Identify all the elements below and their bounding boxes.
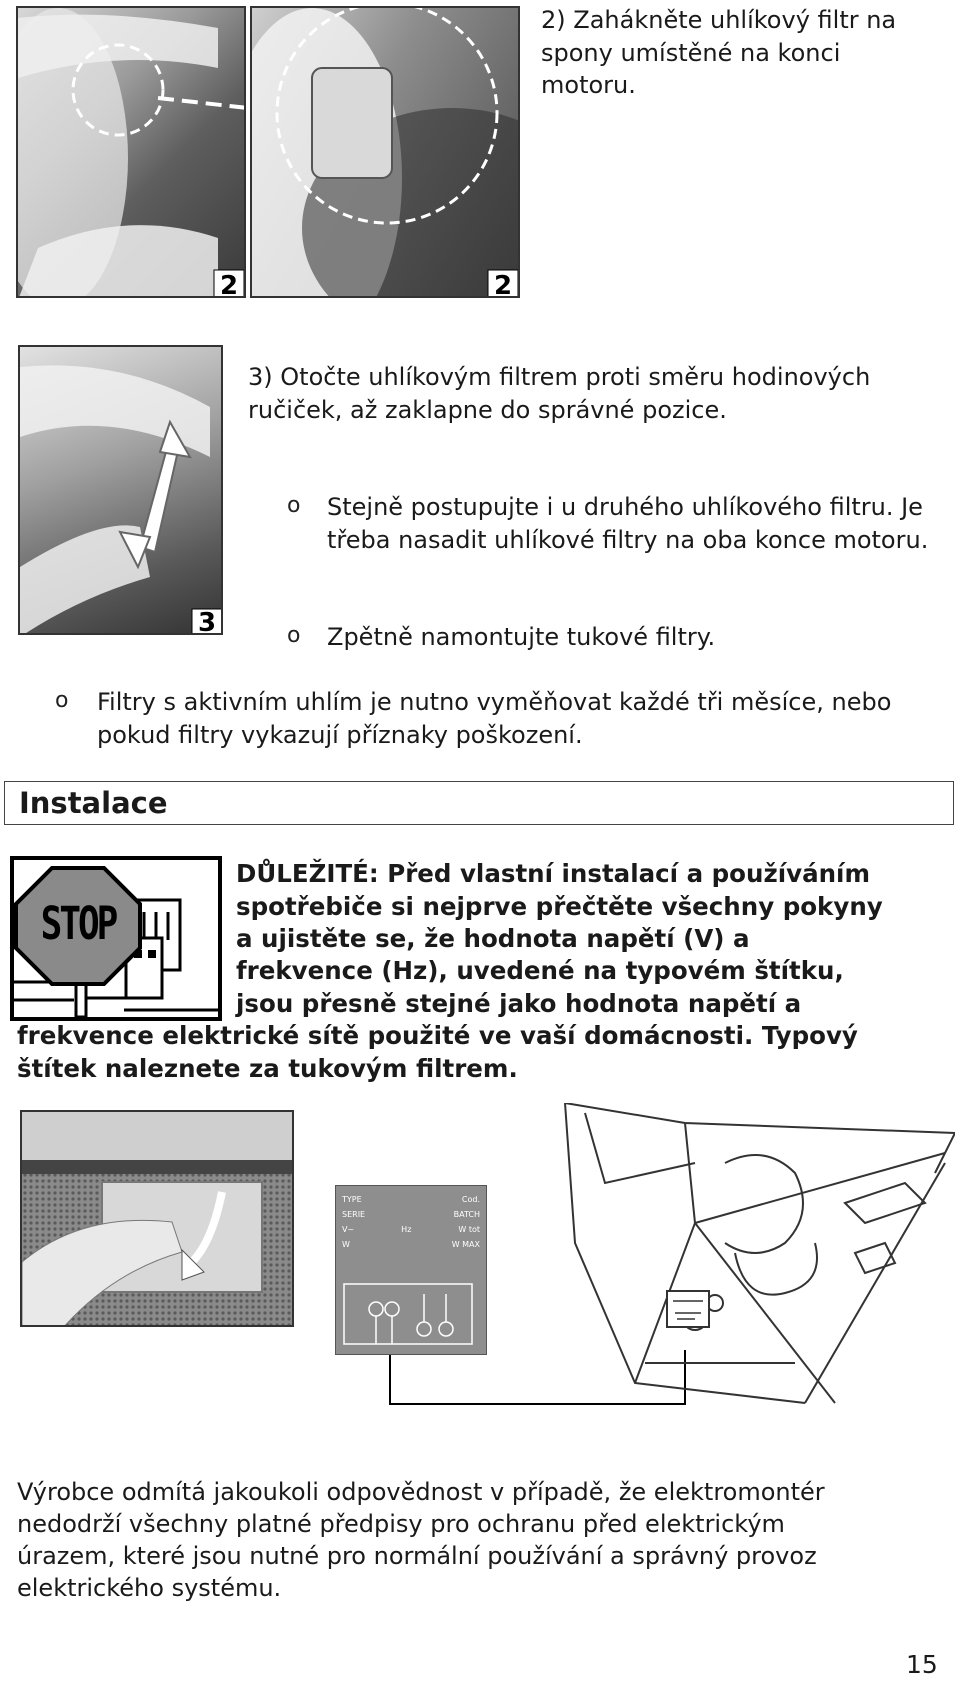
sub-bullet-marker: o bbox=[287, 623, 301, 648]
grease-filter-photo-illustration bbox=[22, 1112, 294, 1327]
warning-line: frekvence (Hz), uvedené na typovém štítku, bbox=[236, 956, 844, 985]
warning-line: frekvence elektrické sítě použité ve vaší domácnosti. Typový bbox=[17, 1021, 858, 1050]
page-number: 15 bbox=[906, 1650, 938, 1679]
warning-line: jsou přesně stejné jako hodnota napětí a bbox=[236, 989, 802, 1018]
grease-filter-photo bbox=[20, 1110, 294, 1327]
step2-badge-left: 2 bbox=[219, 271, 239, 300]
step2-photo-right-illustration bbox=[252, 8, 520, 298]
stop-sign-label: STOP bbox=[40, 898, 116, 951]
warning-line: štítek naleznete za tukovým filtrem. bbox=[17, 1054, 518, 1083]
main-bullet-marker: o bbox=[55, 688, 69, 713]
warning-line: DŮLEŽITÉ: Před vlastní instalací a používáním bbox=[236, 859, 870, 888]
section-header bbox=[4, 781, 954, 825]
step2-photo-right bbox=[250, 6, 520, 298]
disclaimer-line: nedodrží všechny platné předpisy pro ochranu před elektrickým bbox=[17, 1510, 785, 1538]
sub-bullet-text: Zpětně namontujte tukové filtry. bbox=[327, 623, 716, 651]
sub-bullet-text: Stejně postupujte i u druhého uhlíkového filtru. Je třeba nasadit uhlíkové filtry na oba konce motoru. bbox=[327, 493, 929, 554]
warning-line: a ujistěte se, že hodnota napětí (V) a bbox=[236, 924, 750, 953]
rating-plate-diagram bbox=[335, 1185, 487, 1355]
step2-text: 2) Zahákněte uhlíkový filtr na spony umístěné na konci motoru. bbox=[541, 6, 897, 99]
step3-badge: 3 bbox=[197, 608, 217, 637]
step3-photo bbox=[18, 345, 223, 635]
rating-plate-row: SERIE BATCH bbox=[342, 1210, 480, 1219]
warning-line: spotřebiče si nejprve přečtěte všechny pokyny bbox=[236, 892, 883, 921]
sub-bullet-marker: o bbox=[287, 493, 301, 518]
rating-plate-label bbox=[342, 1192, 480, 1252]
rating-plate-row: W W MAX bbox=[342, 1240, 480, 1249]
cooker-hood-drawing bbox=[545, 1103, 955, 1413]
wiring-schematic bbox=[336, 1274, 486, 1354]
section-title: Instalace bbox=[19, 786, 168, 820]
stop-warning-illustration bbox=[10, 856, 222, 1021]
step2-badge-right: 2 bbox=[493, 271, 513, 300]
disclaimer-line: elektrického systému. bbox=[17, 1574, 282, 1602]
step3-text: 3) Otočte uhlíkovým filtrem proti směru hodinových ručiček, až zaklapne do správné pozice. bbox=[248, 363, 871, 424]
disclaimer-line: Výrobce odmítá jakoukoli odpovědnost v případě, že elektromontér bbox=[17, 1478, 825, 1506]
step2-photo-left bbox=[16, 6, 246, 298]
disclaimer-line: úrazem, které jsou nutné pro normální používání a správný provoz bbox=[17, 1542, 817, 1570]
rating-plate-row: TYPE Cod. bbox=[342, 1195, 480, 1204]
step3-photo-illustration bbox=[20, 347, 223, 635]
main-bullet-text: Filtry s aktivním uhlím je nutno vyměňovat každé tři měsíce, nebo pokud filtry vykazují příznaky poškození. bbox=[97, 688, 892, 749]
step2-photo-left-illustration bbox=[18, 8, 246, 298]
rating-plate-row: V~ Hz W tot bbox=[342, 1225, 480, 1234]
